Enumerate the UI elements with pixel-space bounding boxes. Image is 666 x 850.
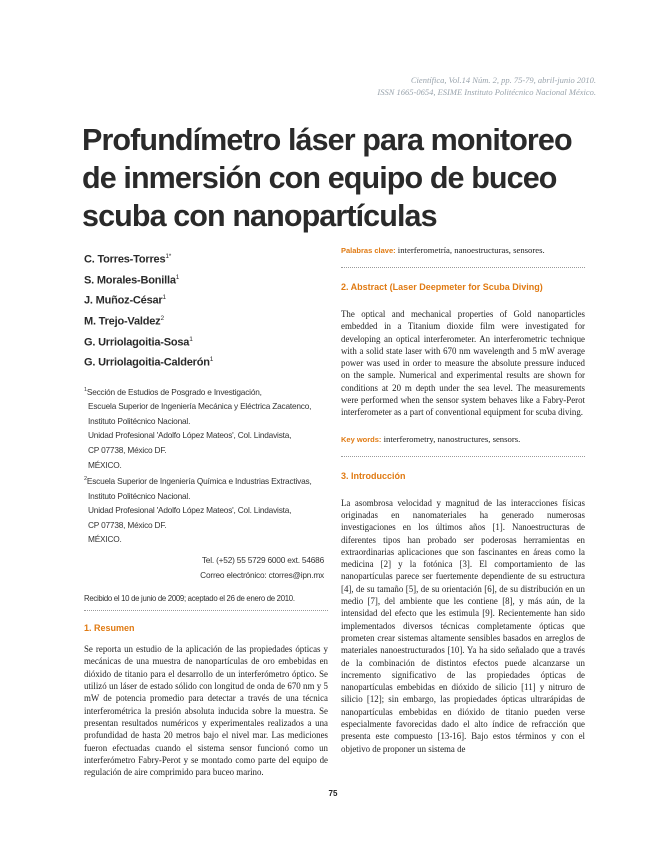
affiliation-line: Instituto Politécnico Nacional. [88,490,191,501]
affiliations [84,383,328,547]
author-name: M. Trejo-Valdez$^2$ [84,314,164,328]
key-words-label: Key words: [341,434,382,444]
author-name: G. Urriolagoitia-Sosa$^1$ [84,335,193,349]
received-date: Recibido el 10 de junio de 2009; aceptado el 26 de enero de 2010. [84,594,295,604]
palabras-clave-label: Palabras clave: [341,246,396,255]
introduccion-text: La asombrosa velocidad y magnitud de las interacciones físicas originadas en nanomateriales ha generado numerosas investigaciones en los últimos años [1]. Nanoestructuras de diferentes tipos han probado ser poderosas herramientas en extraordinarias aplicaciones que son fascinantes en áreas como la medicina [2] y la fotónica [3]. El comportamiento de las nanopartículas parece ser fuertemente dependiente de su estructura [4], de su tamaño [5], de su orientación [6], de su distribución en un medio [7], del ambiente que les contiene [8], y más aún, de la intensidad del efecto que les estimula [9]. Recientemente han sido implementados diversos técnicas completamente ópticas que prometen crear sistemas altamente sensibles basados en arreglos de materiales nanoestructurados [10]. Ya ha sido señalado que a través de la combinación de distintos efectos puede alcanzarse un incremento significativo de las propiedades ópticas de nanopartículas embebidas en dióxido de silicio [11] y nitruro de silicio [12]; sin embargo, las propiedades ópticas ultrarápidas de nanopartículas embebidas en dióxido de titanio pueden verse especialmente favorecidas dado el alto índice de refracción que presenta este compuesto [13-16]. Bajo estos términos y con el objetivo de proponer un sistema de [341,497,585,754]
contact-email: Correo electrónico: ctorres@ipn.mx [200,569,324,580]
dotted-divider [341,267,585,268]
affiliation-line: CP 07738, México DF. [88,445,167,456]
affiliation-line: Instituto Politécnico Nacional. [88,415,191,426]
journal-citation: Científica, Vol.14 Núm. 2, pp. 75-79, abril-junio 2010. [410,75,596,85]
author-name: G. Urriolagoitia-Calderón$^1$ [84,356,214,369]
resumen-text: Se reporta un estudio de la aplicación de las propiedades ópticas y mecánicas de una muestra de nanopartículas de oro embebidas en dióxido de titanio para el desarrollo de un interferómetro óptico. Se utilizó un láser de estado sólido con longitud de onda de 670 nm y 5 mW de potencia promedio para detectar a través de una técnica interferométrica la presión absoluta inducida sobre la muestra. Se presentan resultados numéricos y experimentales realizados a una profundidad de hasta 20 metros bajo el nivel mar. Las mediciones fueron efectuadas cuando el sistema sensor funcionó como un interferómetro Fabry-Perot y se montado como parte del equipo de regulación de aire comprimido para buceo marino. [84,644,328,778]
author-list [84,248,328,372]
journal-header [377,74,596,98]
title-line: de inmersión con equipo de buceo [82,161,557,195]
title-line: Profundímetro láser para monitoreo [82,123,572,157]
section-heading-resumen: 1. Resumen [84,623,135,634]
affiliation-line: $^1$Sección de Estudios de Posgrado e Investigación, [84,386,262,397]
page-number: 75 [328,789,338,798]
author-name: J. Muñoz-César$^1$ [84,294,166,307]
key-words [341,433,585,446]
author-name: C. Torres-Torres$^{1*}$ [84,253,172,266]
affiliation-line: Unidad Profesional 'Adolfo López Mateos', Col. Lindavista, [88,505,292,516]
palabras-clave [341,244,585,257]
affiliation-line: Unidad Profesional 'Adolfo López Mateos', Col. Lindavista, [88,430,292,441]
right-column [341,244,585,755]
affiliation-line: CP 07738, México DF. [88,519,167,530]
key-words-text: interferometry, nanostructures, sensors. [383,433,521,444]
abstract-text: The optical and mechanical properties of Gold nanoparticles embedded in a Titanium dioxide film were investigated for developing an optical interferometer. An interferometric technique with a solid state laser with 670 nm wavelength and 5 mW average power was used in order to measure the absolute pressure induced on the sample. Numerical and experimental results are shown for conditions at 20 m depth under the sea level. The measurements were performed when the sensor system behaves like a Fabry-Perot interferometer as a part of conventional equipment for scuba diving. [341,309,585,418]
article-title [82,121,582,235]
left-column [84,248,328,778]
contact-phone: Tel. (+52) 55 5729 6000 ext. 54686 [201,555,324,565]
journal-issn: ISSN 1665-0654, ESIME Instituto Politécnico Nacional México. [377,87,596,97]
palabras-clave-text: interferometría, nanoestructuras, sensores. [397,245,545,255]
contact-info [84,553,328,582]
dotted-divider [341,456,585,457]
affiliation-line: Escuela Superior de Ingeniería Mecánica y Eléctrica Zacatenco, [88,401,312,412]
affiliation-line: MÉXICO. [88,534,122,545]
title-line: scuba con nanopartículas [82,199,437,233]
affiliation-line: $^2$Escuela Superior de Ingeniería Química e Industrias Extractivas, [84,476,312,487]
affiliation-line: MÉXICO. [88,459,122,470]
section-heading-abstract: 2. Abstract (Laser Deepmeter for Scuba Diving) [341,282,543,292]
dotted-divider [84,610,328,611]
author-name: S. Morales-Bonilla$^1$ [84,273,180,287]
section-heading-introduccion: 3. Introducción [341,470,406,481]
